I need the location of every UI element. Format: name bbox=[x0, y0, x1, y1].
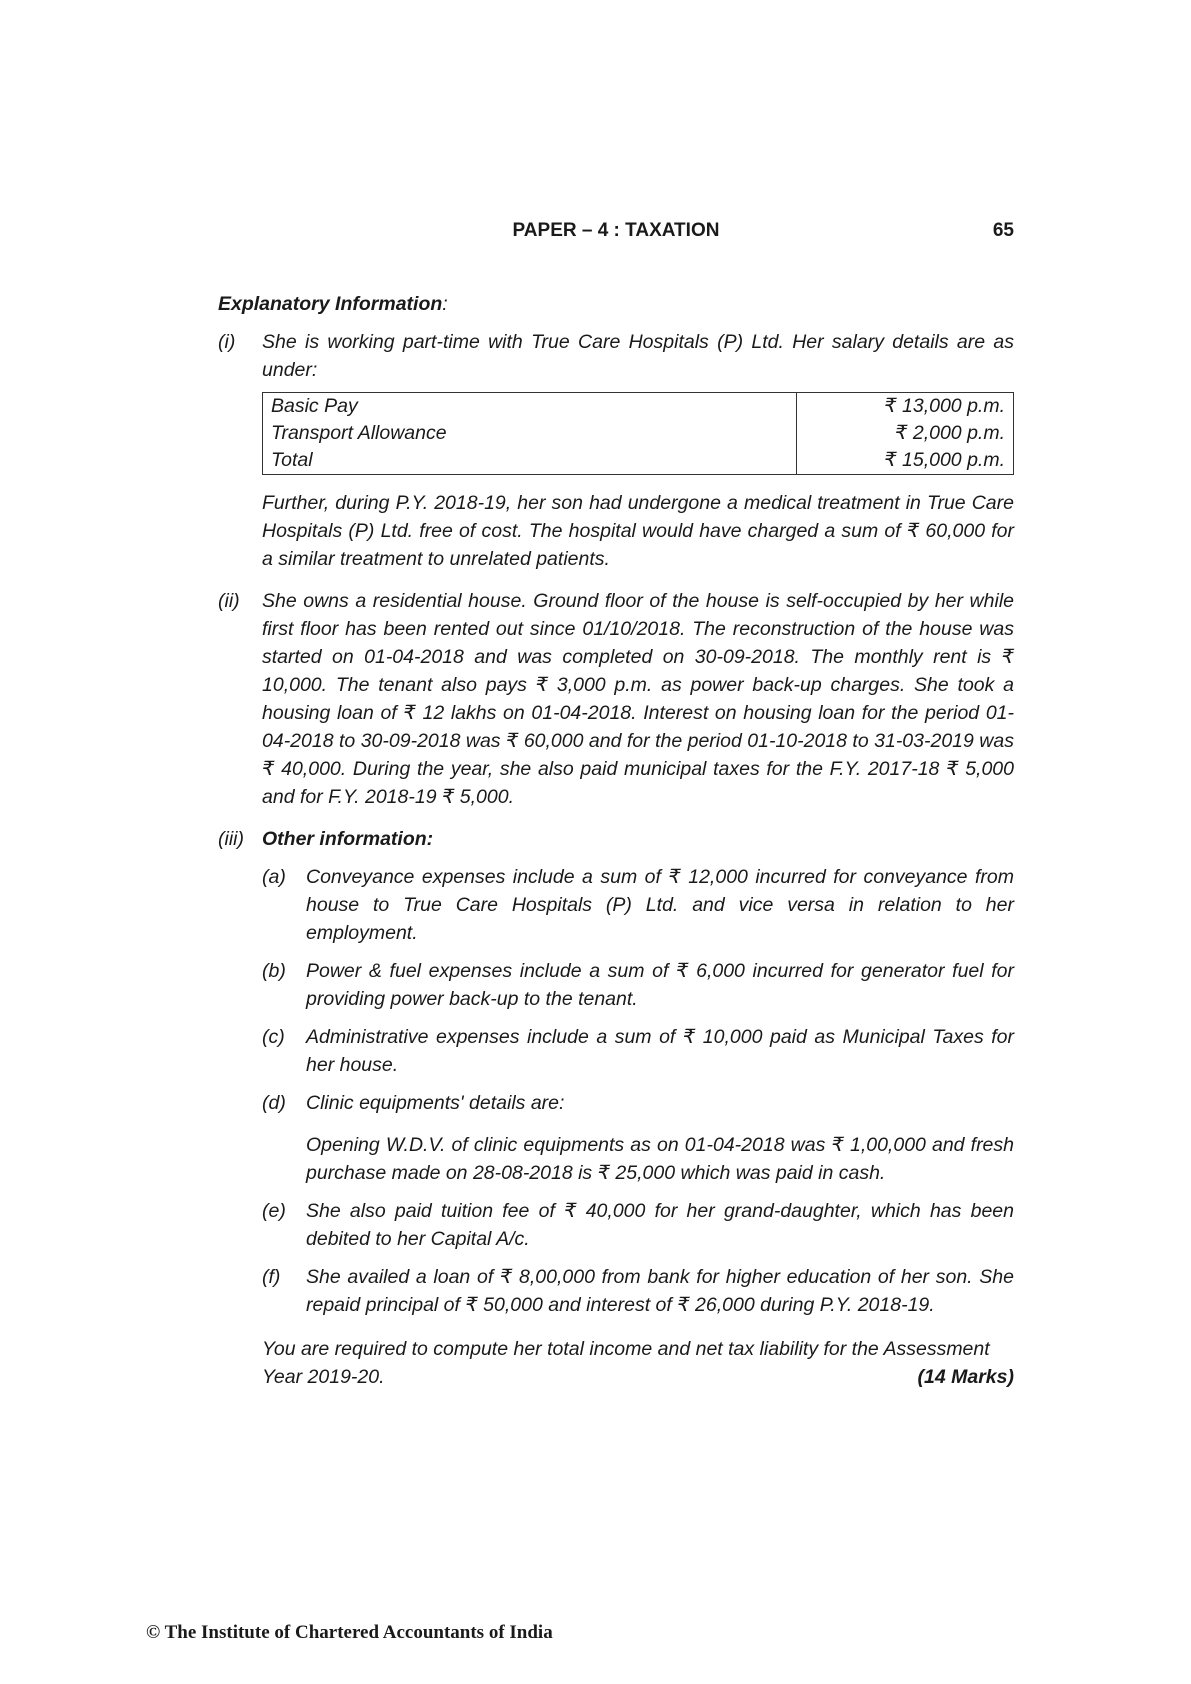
sub-number: (c) bbox=[262, 1026, 285, 1048]
item-number: (ii) bbox=[218, 590, 240, 612]
page-header bbox=[218, 220, 1014, 250]
table-row bbox=[263, 447, 1014, 475]
sub-text: Administrative expenses include a sum of ₹ 10,000 paid as Municipal Taxes for her house. bbox=[306, 1026, 1014, 1076]
table-cell-amount: ₹ 2,000 p.m. bbox=[797, 420, 1014, 447]
sub-content bbox=[306, 1089, 1014, 1187]
sub-extra-text: Opening W.D.V. of clinic equipments as on 01-04-2018 was ₹ 1,00,000 and fresh purchase made on 28-08-2018 is ₹ 25,000 which was paid in cash. bbox=[306, 1134, 1014, 1184]
heading-colon: : bbox=[442, 293, 448, 315]
item-i bbox=[218, 328, 1014, 573]
item-content bbox=[262, 825, 1014, 1391]
paper-title: PAPER – 4 : TAXATION bbox=[512, 220, 720, 241]
sub-number: (b) bbox=[262, 960, 286, 982]
table-row bbox=[263, 393, 1014, 421]
closing-paragraph bbox=[262, 1335, 1014, 1391]
closing-line-2-row bbox=[262, 1363, 1014, 1391]
table-row bbox=[263, 420, 1014, 447]
item-ii bbox=[218, 587, 1014, 811]
marks-label: (14 Marks) bbox=[917, 1366, 1014, 1388]
table-cell-label: Basic Pay bbox=[263, 393, 797, 421]
item-title: Other information: bbox=[262, 828, 434, 850]
salary-table bbox=[262, 392, 1014, 475]
closing-line-2: Year 2019-20. bbox=[262, 1366, 385, 1388]
question-body bbox=[218, 290, 1014, 1391]
sub-item-f bbox=[262, 1263, 1014, 1319]
item-text: She owns a residential house. Ground floor of the house is self-occupied by her while first floor has been rented out since 01/10/2018. The reconstruction of the house was started on 01-04-2018 and was completed on 30-09-2018. The monthly rent is ₹ 10,000. The tenant also pays ₹ 3,000 p.m. as power back-up charges. She took a housing loan of ₹ 12 lakhs on 01-04-2018. Interest on housing loan for the period 01-04-2018 to 30-09-2018 was ₹ 60,000 and for the period 01-10-2018 to 31-03-2019 was ₹ 40,000. During the year, she also paid municipal taxes for the F.Y. 2017-18 ₹ 5,000 and for F.Y. 2018-19 ₹ 5,000. bbox=[262, 590, 1014, 808]
section-heading bbox=[218, 290, 1014, 318]
sub-text: She also paid tuition fee of ₹ 40,000 for her grand-daughter, which has been debited to her Capital A/c. bbox=[306, 1200, 1014, 1250]
closing-line-1: You are required to compute her total income and net tax liability for the Assessment bbox=[262, 1338, 990, 1360]
item-iii bbox=[218, 825, 1014, 1391]
item-content bbox=[262, 328, 1014, 573]
sub-item-d bbox=[262, 1089, 1014, 1187]
sub-number: (a) bbox=[262, 866, 286, 888]
table-cell-label: Total bbox=[263, 447, 797, 475]
sub-number: (f) bbox=[262, 1266, 281, 1288]
sub-number: (d) bbox=[262, 1092, 286, 1114]
copyright-footer: © The Institute of Chartered Accountants of India bbox=[146, 1622, 553, 1643]
item-text: She is working part-time with True Care Hospitals (P) Ltd. Her salary details are as under: bbox=[262, 331, 1014, 381]
sub-item-c bbox=[262, 1023, 1014, 1079]
item-number: (i) bbox=[218, 331, 236, 353]
item-number: (iii) bbox=[218, 828, 244, 850]
sub-item-a bbox=[262, 863, 1014, 947]
sub-text: Conveyance expenses include a sum of ₹ 12,000 incurred for conveyance from house to True Care Hospitals (P) Ltd. and vice versa in relation to her employment. bbox=[306, 866, 1014, 944]
sub-item-b bbox=[262, 957, 1014, 1013]
further-paragraph: Further, during P.Y. 2018-19, her son had undergone a medical treatment in True Care Hospitals (P) Ltd. free of cost. The hospital would have charged a sum of ₹ 60,000 for a similar treatment to unrelated patients. bbox=[262, 492, 1014, 570]
sub-item-e bbox=[262, 1197, 1014, 1253]
heading-label: Explanatory Information bbox=[218, 293, 443, 315]
sub-text: Power & fuel expenses include a sum of ₹ 6,000 incurred for generator fuel for providing power back-up to the tenant. bbox=[306, 960, 1014, 1010]
sub-text: She availed a loan of ₹ 8,00,000 from bank for higher education of her son. She repaid principal of ₹ 50,000 and interest of ₹ 26,000 during P.Y. 2018-19. bbox=[306, 1266, 1014, 1316]
sub-number: (e) bbox=[262, 1200, 286, 1222]
page-number: 65 bbox=[992, 220, 1014, 241]
sub-text: Clinic equipments' details are: bbox=[306, 1092, 565, 1114]
table-cell-label: Transport Allowance bbox=[263, 420, 797, 447]
table-cell-amount: ₹ 13,000 p.m. bbox=[797, 393, 1014, 421]
table-cell-amount: ₹ 15,000 p.m. bbox=[797, 447, 1014, 475]
